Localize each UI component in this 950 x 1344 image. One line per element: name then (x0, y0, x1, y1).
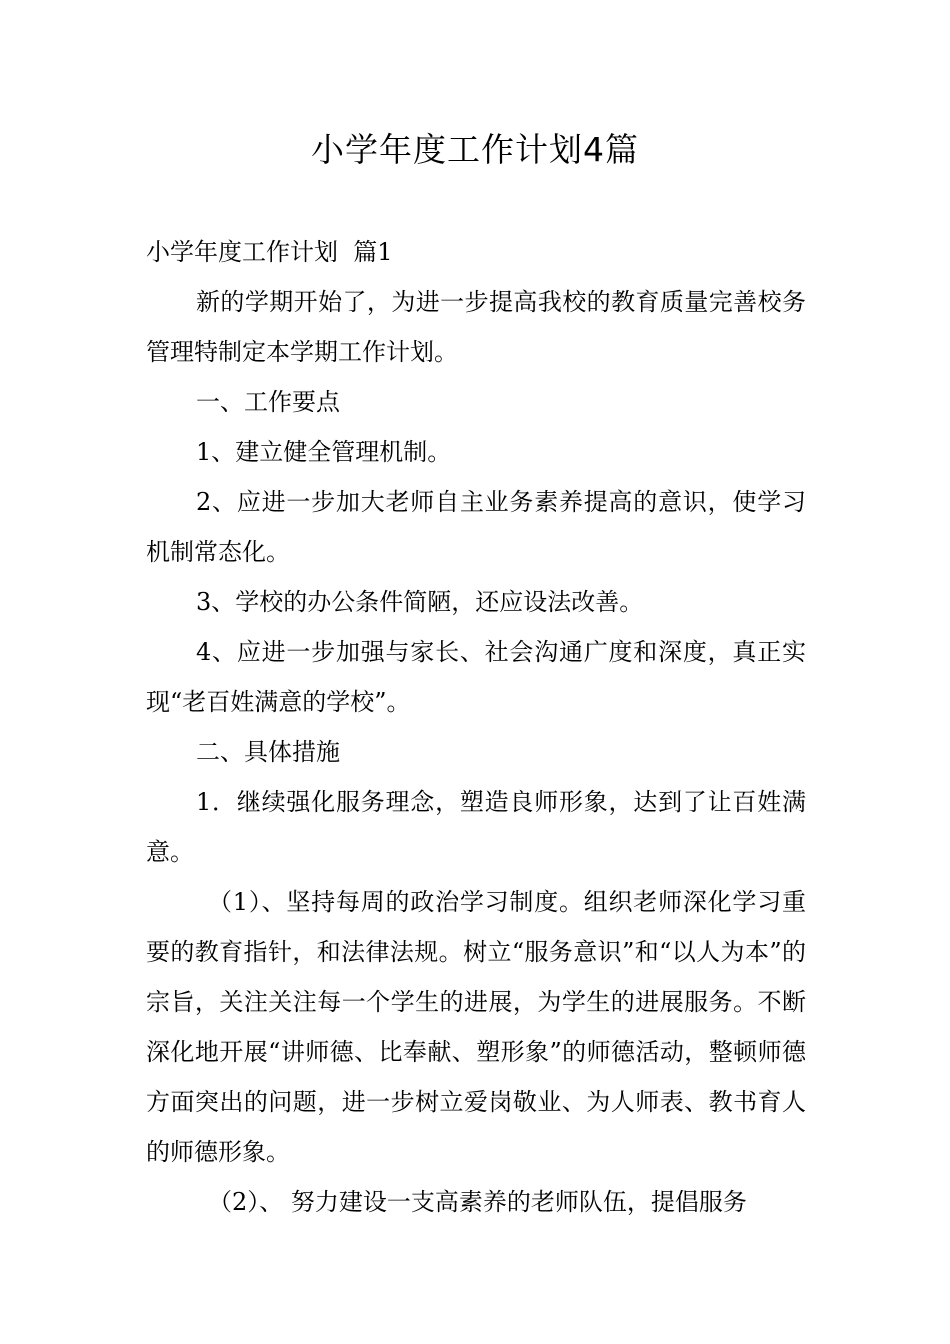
heading-measures: 二、具体措施 (196, 738, 340, 766)
document-title: 小学年度工作计划4篇 (311, 130, 639, 169)
document-body (146, 227, 806, 1227)
paragraph-point-1: 1、建立健全管理机制。 (196, 438, 452, 466)
paragraph-intro: 新的学期开始了，为进一步提高我校的教育质量完善校务管理特制定本学期工作计划。 (146, 288, 806, 366)
paragraph-measure-1-2: （2）、 努力建设一支高素养的老师队伍，提倡服务 (208, 1188, 747, 1216)
section-heading: 小学年度工作计划 篇1 (146, 238, 393, 266)
paragraph-measure-1-1: （1）、坚持每周的政治学习制度。组织老师深化学习重要的教育指针，和法律法规。树立“服务意识”和“以人为本”的宗旨，关注关注每一个学生的进展，为学生的进展服务。不断深化地开展“讲师德、比奉献、塑形象”的师德活动，整顿师德方面突出的问题，进一步树立爱岗敬业、为人师表、教书育人的师德形象。 (146, 888, 806, 1166)
heading-work-points: 一、工作要点 (196, 388, 340, 416)
paragraph-point-4: 4、应进一步加强与家长、社会沟通广度和深度，真正实现“老百姓满意的学校”。 (146, 638, 806, 716)
paragraph-point-2: 2、应进一步加大老师自主业务素养提高的意识，使学习机制常态化。 (146, 488, 806, 566)
paragraph-point-3: 3、学校的办公条件简陋，还应设法改善。 (196, 588, 644, 616)
paragraph-measure-1: 1．继续强化服务理念，塑造良师形象，达到了让百姓满意。 (146, 788, 806, 866)
